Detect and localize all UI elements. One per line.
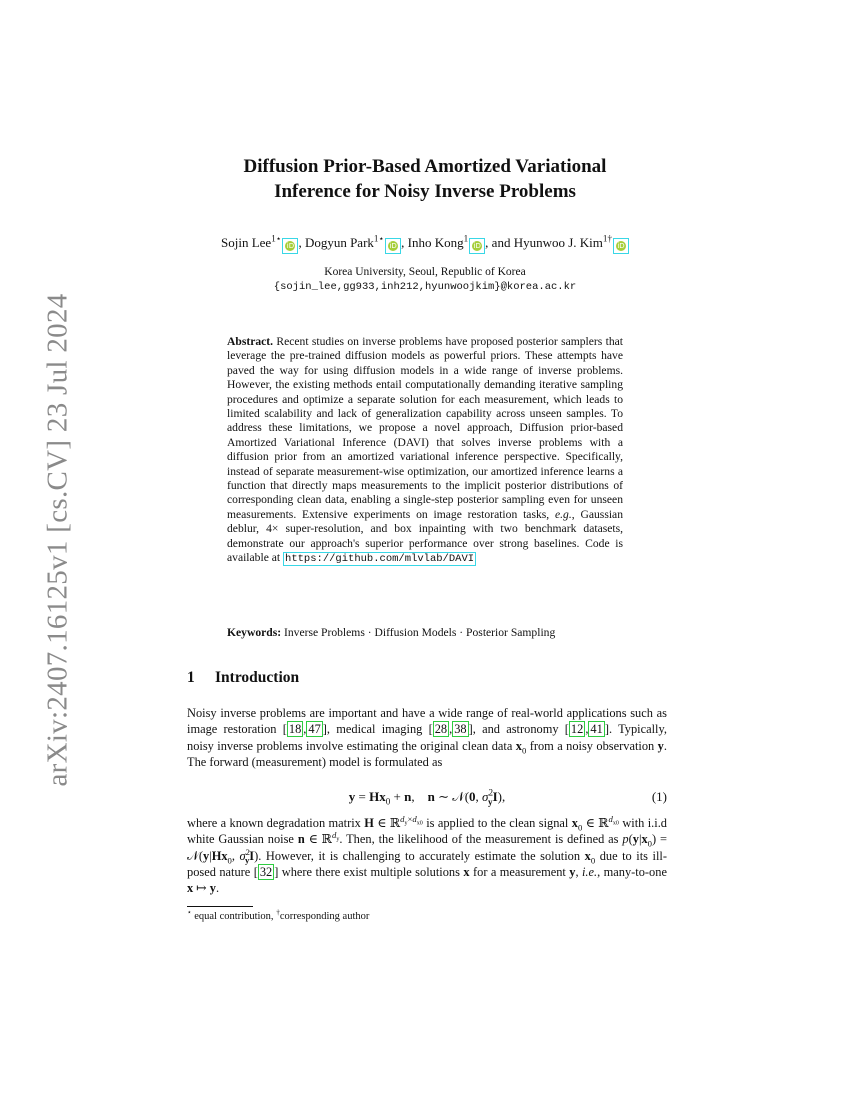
citation-link[interactable]: 12 <box>570 722 584 737</box>
equation-body: $y = Hx_0 + n$, n ∼ 𝒩(0, $\sigma^2_yI$), <box>348 787 506 807</box>
title-line-1: Diffusion Prior-Based Amortized Variational <box>243 156 607 177</box>
keywords-label: Keywords: <box>227 626 282 639</box>
orcid-icon[interactable]: iD <box>385 238 401 254</box>
orcid-icon[interactable]: iD <box>613 238 629 254</box>
footnote-rule <box>187 906 253 907</box>
author-name: Hyunwoo J. Kim <box>513 235 603 250</box>
section-heading <box>187 669 299 687</box>
title-line-2: Inference for Noisy Inverse Problems <box>274 181 576 202</box>
orcid-icon[interactable]: iD <box>282 238 298 254</box>
abstract-label: Abstract. <box>227 335 274 348</box>
abstract: Abstract. Recent studies on inverse problems have proposed posterior samplers that leverage the pre-trained diffusion models as powerful priors. These attempts have paved the way for using diffusion models in a wide range of inverse problems. However, the existing methods entail computationally demanding iterative sampling procedures and optimize a separate solution for each measurement, which leads to limited scalability and lack of generalization capability across unseen samples. To address these limitations, we propose a novel approach, Diffusion prior-based Amortized Variational Inference (DAVI) that solves inverse problems with a diffusion prior from an amortized variational inference perspective. Specifically, instead of separate measurement-wise optimization, our amortized inference learns a function that directly maps measurements to the implicit posterior distributions of corresponding clean data, enabling a single-step posterior sampling even for unseen measurements. Extensive experiments on image restoration tasks, e.g., Gaussian deblur, 4× super-resolution, and box inpainting with two benchmark datasets, demonstrate our approach's superior performance over strong baselines. Code is available at https://github.com/mlvlab/DAVI <box>227 335 623 566</box>
author-name: Dogyun Park <box>304 235 374 250</box>
author-name: Inho Kong <box>407 235 464 250</box>
paper-title <box>0 154 850 204</box>
author-mark: 1⋆ <box>271 233 282 244</box>
citation-link[interactable]: 32 <box>259 864 273 879</box>
section-number: 1 <box>187 669 195 686</box>
footnote: ⋆ equal contribution, †corresponding author <box>187 907 370 922</box>
intro-paragraph-2: where a known degradation matrix H ∈ ℝ$^{d_y\times d_{x0}}$ is applied to the clean signal $x_0$ ∈ ℝ$^{d_{x0}}$ with i.i.d white Gaussian noise n ∈ ℝ$^{d_y}$. Then, the likelihood of the measurement is defined as $p(y|x_0)$ = $𝒩(y|Hx_0$, $\sigma^2_yI$). However, it is challenging to accurately estimate the solution $x_0$ due to its ill-posed nature [ 32 ] where there exist multiple solutions x for a measurement y, i.e., many-to-one x ↦ y. <box>187 813 668 896</box>
author-list: Sojin Lee$^{1⋆}$ iD , Dogyun Park$^{1⋆}$ iD , Inho Kong$^1$ iD , and Hyunwoo J. Kim$^{1\dagger}$ iD <box>0 234 850 254</box>
affiliation-block <box>0 265 850 295</box>
keywords: Keywords: Inverse Problems · Diffusion Models · Posterior Sampling <box>227 626 556 639</box>
author-name: Sojin Lee <box>221 235 272 250</box>
affiliation: Korea University, Seoul, Republic of Korea <box>324 266 526 278</box>
intro-paragraph-1: Noisy inverse problems are important and have a wide range of real-world applications such as image restoration [ 18 , 47 ], medical imaging [ 28 , 38 ], and astronomy [ 12 , 41 ]. Typically, noisy inverse problems involve estimating the original clean data $x_0$ from a noisy observation y. The forward (measurement) model is formulated as <box>187 706 667 769</box>
citation-link[interactable]: 38 <box>454 722 467 737</box>
author-mark: 1⋆ <box>373 233 385 244</box>
citation-link[interactable]: 47 <box>308 722 321 737</box>
citation-link[interactable]: 41 <box>590 722 603 737</box>
arxiv-identifier: arXiv:2407.16125v1 [cs.CV] 23 Jul 2024 <box>41 293 74 787</box>
author-emails: {sojin_lee,gg933,inh212,hyunwoojkim}@korea.ac.kr <box>273 281 577 293</box>
section-title: Introduction <box>215 669 300 686</box>
code-link[interactable]: https://github.com/mlvlab/DAVI <box>285 553 475 566</box>
equation-number: (1) <box>651 789 667 804</box>
citation-link[interactable]: 18 <box>288 722 302 737</box>
orcid-icon[interactable]: iD <box>469 238 485 254</box>
author-mark: 1† <box>602 233 612 244</box>
citation-link[interactable]: 28 <box>434 722 448 737</box>
author-mark: 1 <box>463 233 469 244</box>
